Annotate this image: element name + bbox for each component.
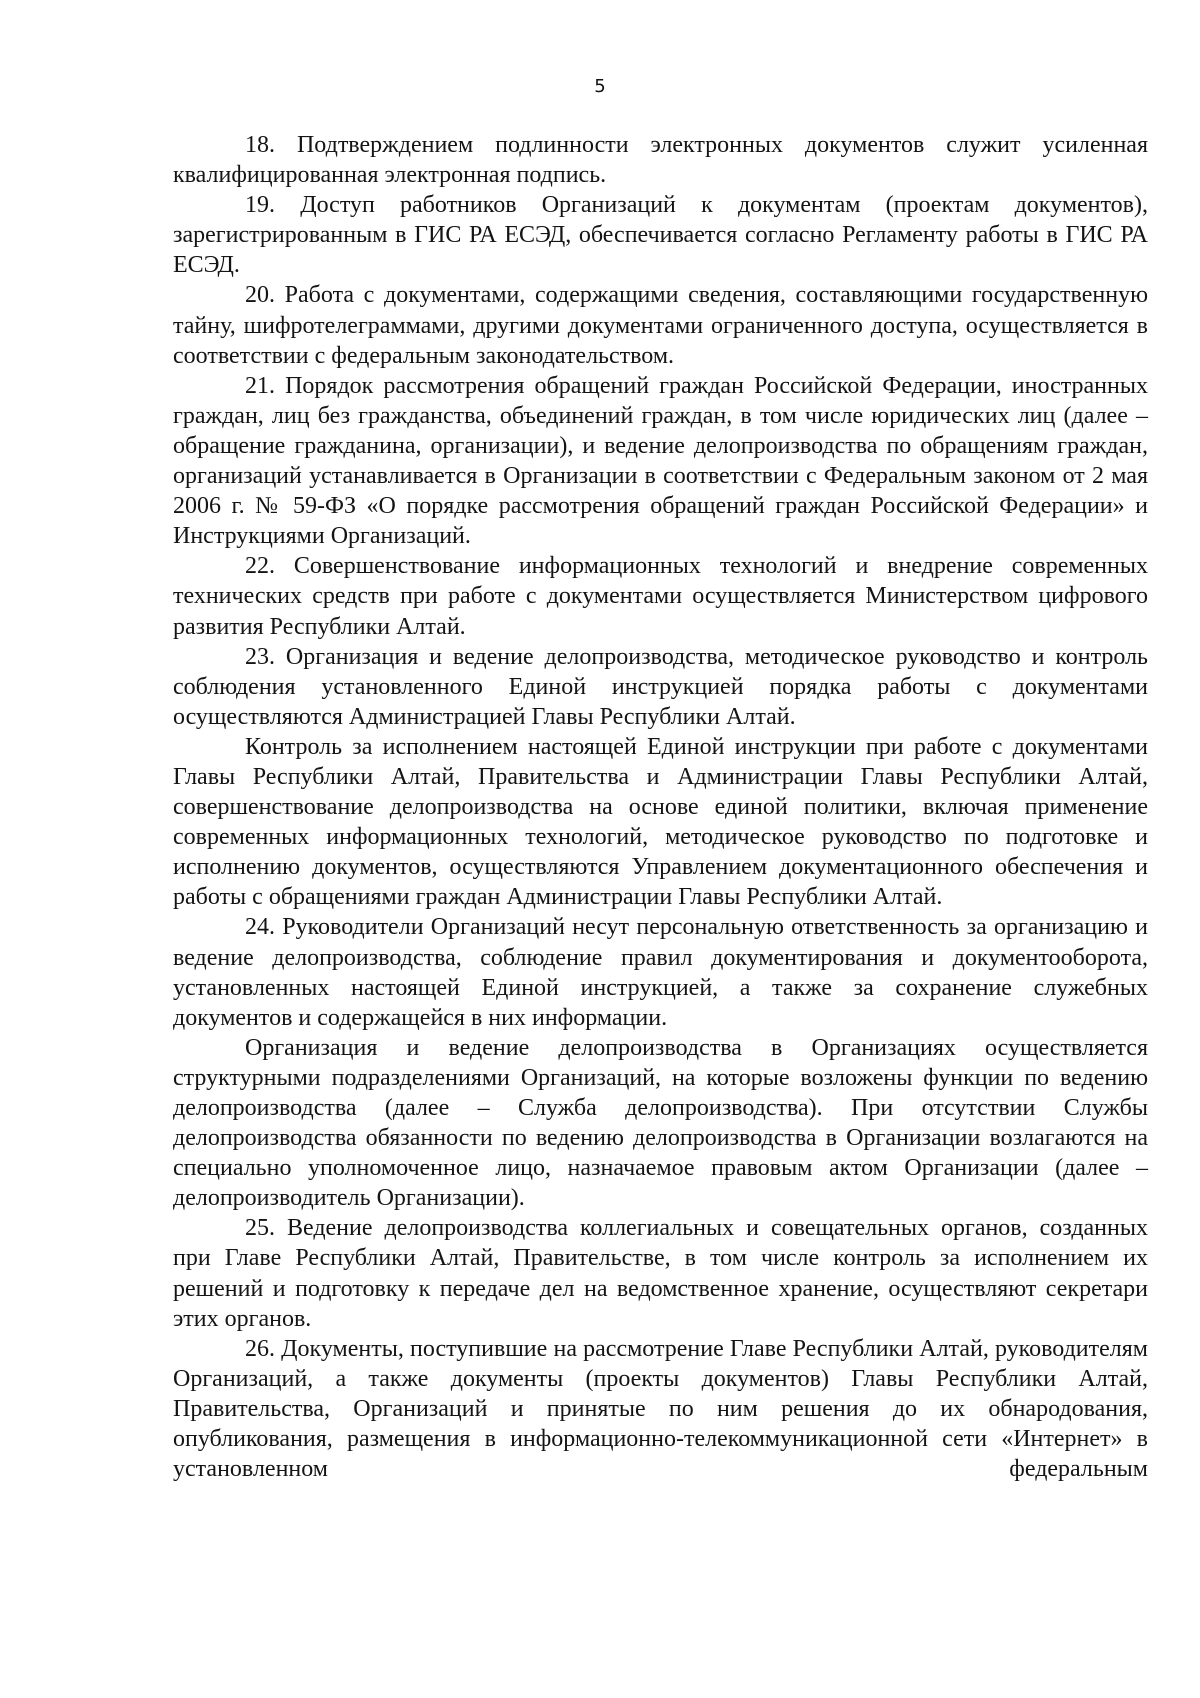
paragraph-18: 18. Подтверждением подлинности электронных документов служит усиленная квалифицированная электронная подпись. [173,132,1148,189]
paragraph-24-organization: Организация и ведение делопроизводства в Организациях осуществляется структурными подразделениями Организаций, на которые возложены функции по ведению делопроизводства (далее – Служба делопроизводства). При отсутствии Службы делопроизводства обязанности по ведению делопроизводства в Организации возлагаются на специально уполномоченное лицо, назначаемое правовым актом Организации (далее – делопроизводитель Организации). [173,1034,1148,1212]
page-number: 5 [594,76,606,97]
paragraph-23-control: Контроль за исполнением настоящей Единой инструкции при работе с документами Главы Республики Алтай, Правительства и Администрации Главы Республики Алтай, совершенствование делопроизводства на основе единой политики, включая применение современных информационных технологий, методическое руководство по подготовке и исполнению документов, осуществляются Управлением документационного обеспечения и работы с обращениями граждан Администрации Главы Республики Алтай. [173,733,1148,911]
paragraph-25: 25. Ведение делопроизводства коллегиальных и совещательных органов, созданных при Главе Республики Алтай, Правительстве, в том числе контроль за исполнением их решений и подготовку к передаче дел на ведомственное хранение, осуществляют секретари этих органов. [173,1215,1148,1332]
paragraph-24: 24. Руководители Организаций несут персональную ответственность за организацию и ведение делопроизводства, соблюдение правил документирования и документооборота, установленных настоящей Единой инструкцией, а также за сохранение служебных документов и содержащейся в них информации. [173,914,1148,1031]
paragraph-23: 23. Организация и ведение делопроизводства, методическое руководство и контроль соблюдения установленного Единой инструкцией порядка работы с документами осуществляются Администрацией Главы Республики Алтай. [173,643,1148,730]
document-body [173,130,1148,1484]
paragraph-20: 20. Работа с документами, содержащими сведения, составляющими государственную тайну, шифротелеграммами, другими документами ограниченного доступа, осуществляется в соответствии с федеральным законодательством. [173,282,1148,369]
paragraph-22: 22. Совершенствование информационных технологий и внедрение современных технических средств при работе с документами осуществляется Министерством цифрового развития Республики Алтай. [173,553,1148,640]
paragraph-19: 19. Доступ работников Организаций к документам (проектам документов), зарегистрированным в ГИС РА ЕСЭД, обеспечивается согласно Регламенту работы в ГИС РА ЕСЭД. [173,192,1148,279]
paragraph-21: 21. Порядок рассмотрения обращений граждан Российской Федерации, иностранных граждан, лиц без гражданства, объединений граждан, в том числе юридических лиц (далее – обращение гражданина, организации), и ведение делопроизводства по обращениям граждан, организаций устанавливается в Организации в соответствии с Федеральным законом от 2 мая 2006 г. № 59-ФЗ «О порядке рассмотрения обращений граждан Российской Федерации» и Инструкциями Организаций. [173,372,1148,550]
paragraph-26: 26. Документы, поступившие на рассмотрение Главе Республики Алтай, руководителям Организаций, а также документы (проекты документов) Главы Республики Алтай, Правительства, Организаций и принятые по ним решения до их обнародования, опубликования, размещения в информационно-телекоммуникационной сети «Интернет» в установленном федеральным [173,1335,1148,1483]
